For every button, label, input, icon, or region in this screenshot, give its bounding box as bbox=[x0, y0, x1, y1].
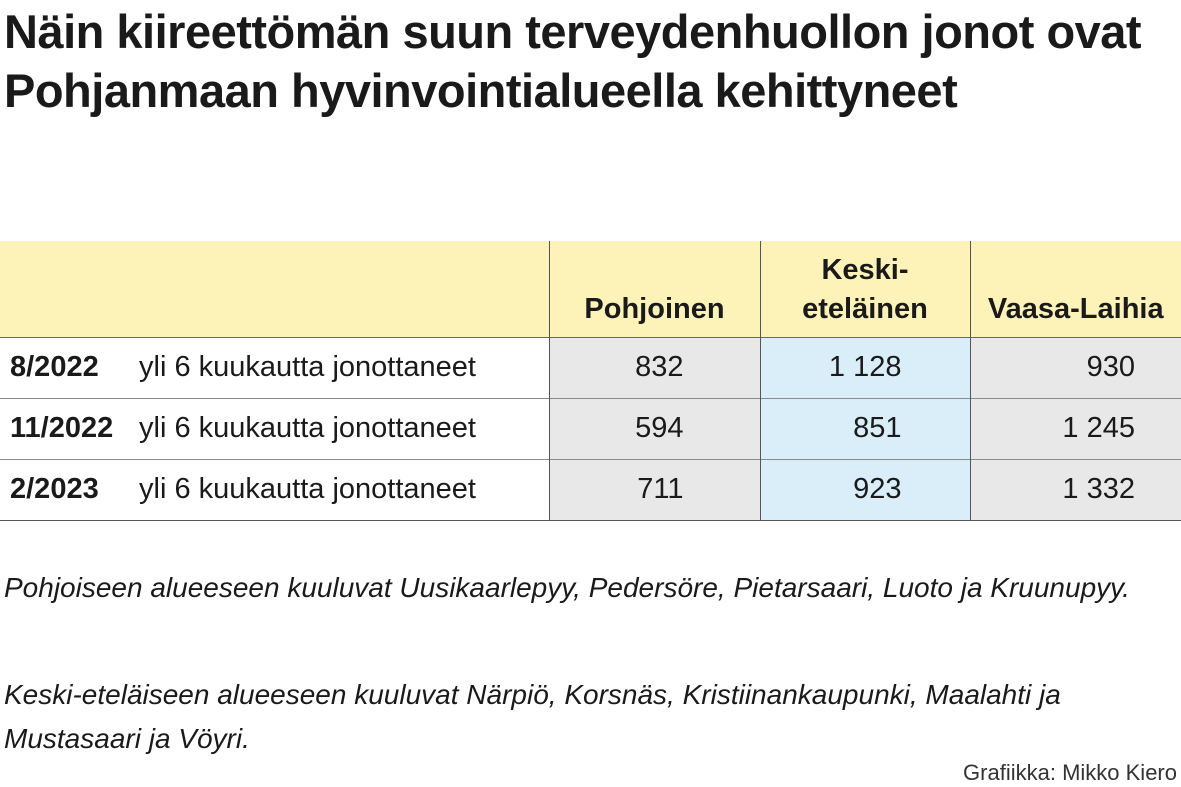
cell-pohjoinen: 832 bbox=[549, 337, 760, 398]
data-table bbox=[0, 241, 1181, 521]
column-header-vaasa-laihia: Vaasa-Laihia bbox=[970, 241, 1181, 337]
column-header-keski-etelainen bbox=[760, 241, 970, 337]
note-keski-etelainen: Keski-eteläiseen alueeseen kuuluvat Närpiö, Korsnäs, Kristiinankaupunki, Maalahti ja Mustasaari ja Vöyri. bbox=[4, 679, 1061, 754]
page-title: Näin kiireettömän suun terveydenhuollon jonot ovat Pohjanmaan hyvinvointialueella kehittyneet bbox=[4, 5, 1142, 117]
cell-pohjoinen: 594 bbox=[549, 398, 760, 459]
cell-keski-etelainen: 851 bbox=[760, 398, 970, 459]
table-row bbox=[0, 337, 1181, 398]
table-header-row bbox=[0, 241, 1181, 337]
cell-keski-etelainen: 923 bbox=[760, 459, 970, 520]
column-header-keski-etelainen-text: Keski-eteläinen bbox=[802, 253, 928, 325]
cell-pohjoinen: 711 bbox=[549, 459, 760, 520]
cell-vaasa-laihia: 930 bbox=[970, 337, 1181, 398]
row-label: yli 6 kuukautta jonottaneet bbox=[139, 351, 476, 383]
row-label: yli 6 kuukautta jonottaneet bbox=[139, 412, 476, 444]
row-label: yli 6 kuukautta jonottaneet bbox=[139, 473, 476, 505]
cell-vaasa-laihia: 1 245 bbox=[970, 398, 1181, 459]
row-period: 8/2022 bbox=[10, 351, 99, 383]
row-period: 11/2022 bbox=[10, 412, 114, 444]
column-header-pohjoinen: Pohjoinen bbox=[549, 241, 760, 337]
cell-keski-etelainen: 1 128 bbox=[760, 337, 970, 398]
graphic-credit: Grafiikka: Mikko Kiero bbox=[963, 760, 1177, 785]
header-blank-cell bbox=[0, 241, 549, 337]
note-pohjoinen: Pohjoiseen alueeseen kuuluvat Uusikaarlepyy, Pedersöre, Pietarsaari, Luoto ja Kruunupyy. bbox=[4, 572, 1130, 603]
cell-vaasa-laihia: 1 332 bbox=[970, 459, 1181, 520]
table-row bbox=[0, 459, 1181, 520]
row-period: 2/2023 bbox=[10, 473, 99, 505]
table-row bbox=[0, 398, 1181, 459]
